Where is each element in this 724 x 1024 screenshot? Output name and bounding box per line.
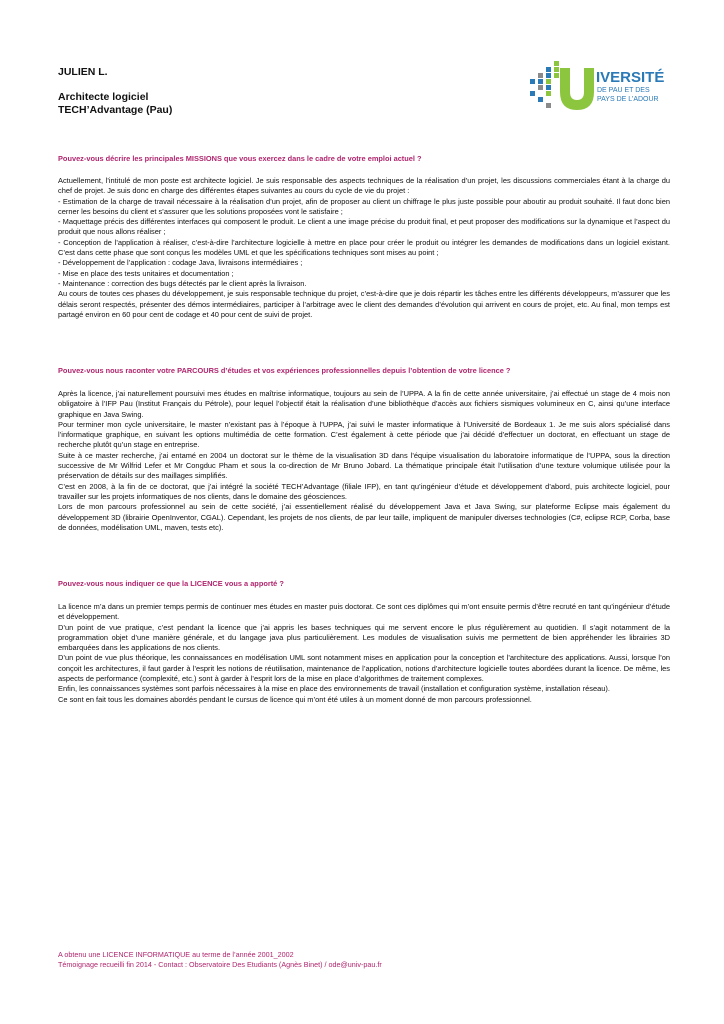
header: [58, 66, 172, 117]
question-licence: Pouvez-vous nous indiquer ce que la LICENCE vous a apporté ?: [58, 579, 284, 588]
paragraph: Après la licence, j’ai naturellement poursuivi mes études en maîtrise informatique, toujours au sein de l’UPPA. A la fin de cette année universitaire, j’ai effectué un stage de 4 mois non obligatoire à l’IFP Pau (Institut Français du Pétrole), pour lequel l’objectif était la réalisation d’une bibliothèque d’accès aux fichiers sismiques volumineux en C, ainsi qu’une interface graphique en Java Swing.: [58, 389, 670, 419]
logo-text-line1: DE PAU ET DES: [597, 87, 650, 94]
logo-pixel-squares: [530, 61, 559, 108]
question-missions: Pouvez-vous décrire les principales MISSIONS que vous exercez dans le cadre de votre emploi actuel ?: [58, 154, 422, 163]
paragraph: D’un point de vue plus théorique, les connaissances en modélisation UML sont notamment mises en application pour la conception et l’architecture des applications. Aussi, lorsque l’on conçoit les architectures, il faut garder à l’esprit les notions de réutilisation, maintenance de l’application, notions d’architecture logicielle toutes abordées durant la licence. De même, les aspects de performance (complexité, etc.) sont à garder à l’esprit lors de la mise en place d’algorithmes de traitement complexes.: [58, 653, 670, 684]
company-name: TECH’Advantage (Pau): [58, 104, 173, 116]
paragraph: Actuellement, l’intitulé de mon poste est architecte logiciel. Je suis responsable des aspects techniques de la réalisation d’un projet, les discussions commerciales étant à la charge du chef de projet. Je suis donc en charge des différentes étapes suivantes au cours du cycle de vie du projet :: [58, 176, 670, 196]
paragraph: C’est en 2008, à la fin de ce doctorat, que j’ai intégré la société TECH’Advantage (filiale IFP), en tant qu’ingénieur d’étude et développement d’abord, puis architecte logiciel, pour travailler sur les projets informatiques de nos clients, dans le domaine des géosciences.: [58, 481, 670, 501]
paragraph: Enfin, les connaissances systèmes sont parfois nécessaires à la mise en place des environnements de travail (installation et configuration système, installation réseau).: [58, 684, 610, 694]
list-item: - Maquettage précis des différentes interfaces qui composent le produit. Le client a une image précise du produit final, et peut proposer des modifications sur la dynamique et l’aspect du produit que nous allons réaliser ;: [58, 217, 670, 237]
footer-licence-info: A obtenu une LICENCE INFORMATIQUE au terme de l’année 2001_2002: [58, 950, 294, 959]
answer-missions: [58, 176, 670, 320]
list-item: - Développement de l’application : codage Java, livraisons intermédiaires ;: [58, 258, 303, 268]
question-parcours: Pouvez-vous nous raconter votre PARCOURS d’études et vos expériences professionnelles depuis l’obtention de votre licence ?: [58, 366, 511, 375]
job-title: Architecte logiciel: [58, 91, 149, 103]
paragraph: Au cours de toutes ces phases du développement, je suis responsable technique du projet, c’est-à-dire que je dois répartir les tâches entre les différents développeurs, m’assurer que les délais seront respectés, présenter des démos intermédiaires, participer à l’arbitrage avec le client des demandes d’évolution qui arrivent en cours de projet, etc. Au final, mon temps est partagé environ en 60 pour cent de codage et 40 pour cent de suivi de projet.: [58, 289, 670, 319]
logo-text-line2: PAYS DE L’ADOUR: [597, 96, 659, 103]
paragraph: Ce sont en fait tous les domaines abordés pendant le cursus de licence qui m’ont été utiles à un moment donné de mon parcours professionnel.: [58, 694, 532, 704]
paragraph: La licence m’a dans un premier temps permis de continuer mes études en master puis doctorat. Ce sont ces diplômes qui m’ont ensuite permis d’être recruté en tant qu’ingénieur d’étude et développement.: [58, 602, 670, 622]
answer-licence: [58, 602, 670, 705]
answer-parcours: [58, 389, 670, 533]
footer-contact-info: Témoignage recueilli fin 2014 - Contact : Observatoire Des Etudiants (Agnès Binet) / ode@univ-pau.fr: [58, 960, 382, 969]
university-logo: [526, 60, 666, 112]
logo-text-big: IVERSITÉ: [596, 69, 665, 86]
paragraph: D’un point de vue pratique, c’est pendant la licence que j’ai appris les bases techniques qui me servent encore le plus régulièrement au quotidien. Il s’agit notamment de la programmation objet d’une manière générale, et du langage java plus particulièrement. Les modules de visualisation suivis me permettent de bien appréhender les librairies 3D embarquées dans les applications de nos clients.: [58, 622, 670, 653]
paragraph: Suite à ce master recherche, j’ai entamé en 2004 un doctorat sur le thème de la visualisation 3D dans l’équipe visualisation du laboratoire informatique de l’UPPA, sous la direction successive de Mr Wilfrid Lefer et Mr Congduc Pham et sous la co-direction de Mr Bruno Jobard. La thématique principale était l’utilisation d’une texture volumique utilisée pour la préservation de détails sur des maillages simplifiés.: [58, 450, 670, 481]
list-item: - Estimation de la charge de travail nécessaire à la réalisation d’un projet, afin de proposer au client un chiffrage le plus juste possible pour aboutir au produit souhaité. Il faut donc bien cerner les besoins du client et s’assurer que les solutions proposées vont le satisfaire ;: [58, 196, 670, 216]
list-item: - Mise en place des tests unitaires et documentation ;: [58, 268, 234, 278]
footer: [58, 950, 382, 970]
list-item: - Conception de l’application à réaliser, c’est-à-dire l’architecture logicielle à mettre en place pour créer le produit ou intégrer les demandes de modifications dans un logiciel existant. C’est dans cette phase que sont conçus les modèles UML et que les spécifications techniques sont mises au point ;: [58, 237, 670, 258]
paragraph: Lors de mon parcours professionnel au sein de cette société, j’ai essentiellement réalisé du développement Java et Java Swing, sur plateforme Eclipse mais également du développement 3D (librairie OpenInventor, CGAL). Cependant, les projets de nos clients, de par leur taille, impliquent de manipuler diverses technologies (C#, eclipse RCP, Corba, base de données, modélisation UML, maven, tests etc).: [58, 502, 670, 532]
logo-u-shape: [560, 68, 594, 110]
person-name: JULIEN L.: [58, 66, 108, 78]
paragraph: Pour terminer mon cycle universitaire, le master n’existant pas à l’époque à l’UPPA, j’ai suivi le master informatique à l’Université de Bordeaux 1. Je me suis alors spécialisé dans l’informatique graphique, en suivant les options multimédia de cette formation. C’est également à cette période que j’ai décidé d’effectuer un doctorat, en effectuant un stage de recherche plutôt qu’un stage en entreprise.: [58, 419, 670, 450]
list-item: - Maintenance : correction des bugs détectés par le client après la livraison.: [58, 278, 307, 288]
